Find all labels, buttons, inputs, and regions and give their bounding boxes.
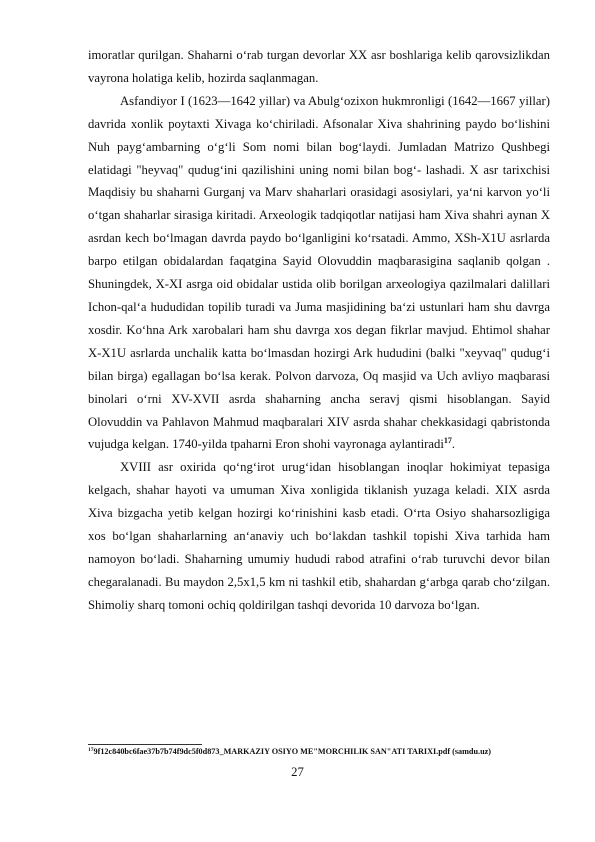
paragraph-3: XVIII asr oxirida qo‘ng‘irot urug‘idan hisoblangan inoqlar hokimiyat tepasiga kelgach, shahar hayoti va umuman Xiva xonligida tiklanish yuzaga keladi. XIX asrda Xiva bizgacha yetib kelgan hozirgi ko‘rinishini kasb etadi. O‘rta Osiyo shaharsozligiga xos bo‘lgan shaharlarning an‘anaviy uch bo‘lakdan tashkil topishi Xiva tarhida ham namoyon bo‘ladi. Shaharning umumiy hududi rabod atrafini o‘rab turuvchi devor bilan chegaralanadi. Bu maydon 2,5x1,5 km ni tashkil etib, shahardan g‘arbga qarab cho‘zilgan. Shimoliy sharq tomoni ochiq qoldirilgan tashqi devorida 10 darvoza bo‘lgan.: [88, 460, 550, 612]
paragraph-2-end: .: [451, 437, 456, 452]
paragraph-2-text: Asfandiyor I (1623—1642 yillar) va Abulg‘ozixon hukmronligi (1642—1667 yillar) davrida xonlik poytaxti Xivaga ko‘chiriladi. Afsonalar Xiva shahrining paydo bo‘lishini Nuh payg‘ambarning o‘g‘li Som nomi bilan bog‘laydi. Jumladan Matrizo Qushbegi elatidagi "heyvaq" qudug‘ini qazilishini uning nomi bilan bog‘- lashadi. X asr tarixchisi Maqdisiy bu shaharni Gurganj va Marv shaharlari orasidagi asosiylari, ya‘ni karvon yo‘li o‘tgan shaharlar sirasiga kiritadi. Arxeologik tadqiqotlar natijasi ham Xiva shahri aynan X asrdan kech bo‘lmagan davrda paydo bo‘lganligini ko‘rsatadi. Ammo, XSh-X1U asrlarda barpo etilgan obidalardan faqatgina Sayid Olovuddin maqbarasigina saqlanib qolgan . Shuningdek, X-XI asrga oid obidalar ustida olib borilgan arxeologiya qazilmalari dalillari Ichon-qal‘a hududidan topilib turadi va Juma masjidining ba‘zi ustunlari ham shu davrga xosdir. Ko‘hna Ark xarobalari ham shu davrga xos degan fikrlar mavjud. Ehtimol shahar X-X1U asrlarda unchalik katta bo‘lmasdan hozirgi Ark hududini (balki "xeyvaq" qudug‘i bilan birga) egallagan bo‘lsa kerak. Polvon darvoza, Oq masjid va Uch avliyo maqbarasi binolari o‘rni XV-XVII asrda shaharning ancha seravj qismi hisoblangan. Sayid Olovuddin va Pahlavon Mahmud maqbaralari XIV asrda shahar chekkasidagi qabristonda vujudga kelgan. 1740-yilda tpaharni Eron shohi vayronaga aylantiradi: [88, 93, 550, 452]
footnote-number: 17: [88, 747, 94, 753]
footnote-reference[interactable]: 17: [443, 436, 452, 446]
body-text: [88, 44, 550, 617]
footnote-divider: [88, 744, 202, 745]
paragraph-2: [88, 90, 550, 457]
page-number: 27: [291, 765, 304, 779]
footnote-text: 9f12c840bc6fae37b7b74f9dc5f0d873_MARKAZIY OSIYO ME"MORCHILIK SAN"ATI TARIXI.pdf (samdu.uz): [93, 747, 491, 756]
footnote: [88, 746, 550, 758]
paragraph-1: imoratlar qurilgan. Shaharni o‘rab turgan devorlar XX asr boshlariga kelib qarovsizlikdan vayrona holatiga kelib, hozirda saqlanmagan.: [88, 48, 550, 85]
